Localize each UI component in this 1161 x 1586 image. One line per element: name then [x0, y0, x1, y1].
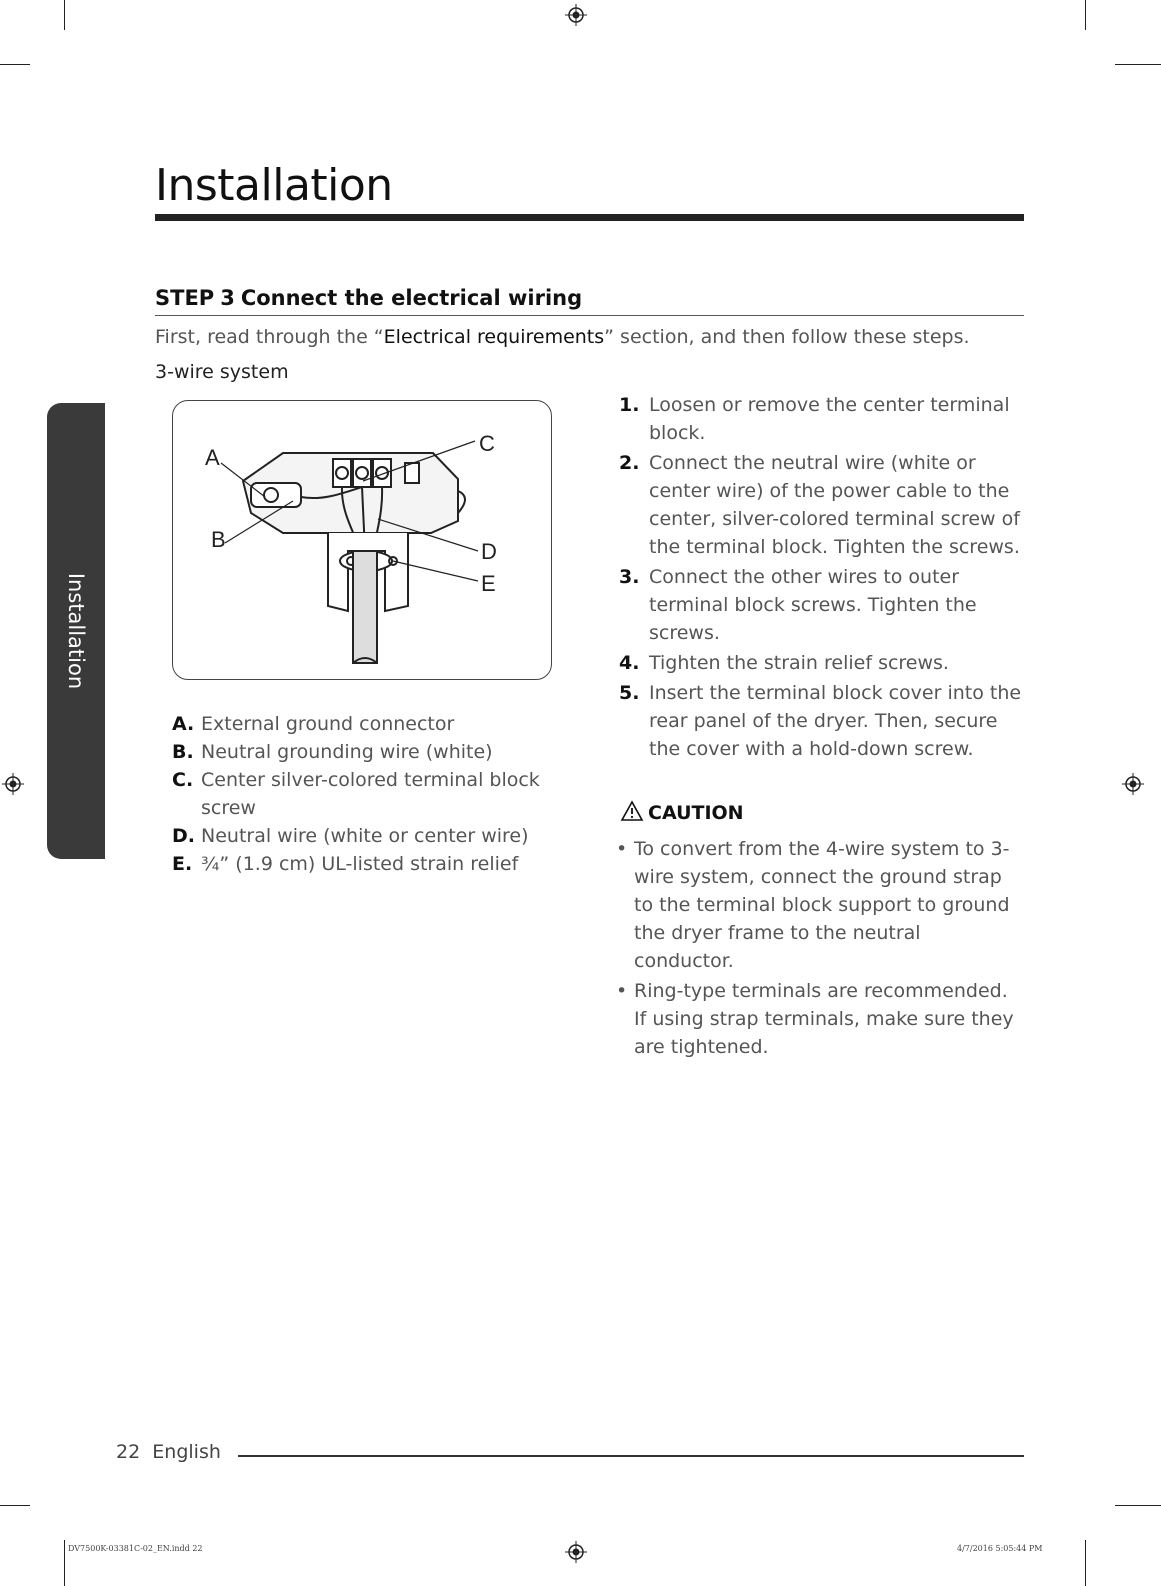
intro-text [155, 326, 970, 348]
legend-item [172, 850, 552, 878]
step-item [619, 679, 1029, 763]
registration-mark-icon [1122, 773, 1144, 795]
caution-text: To convert from the 4-wire system to 3-wire system, connect the ground strap to the terminal block support to ground the dryer frame to the neutral conductor. [634, 838, 1010, 972]
legend-text: ¾” (1.9 cm) UL-listed strain relief [201, 853, 519, 875]
crop-mark [0, 64, 30, 65]
diagram-label-a: A [205, 445, 220, 470]
print-slug-timestamp: 4/7/2016 5:05:44 PM [957, 1544, 1043, 1553]
legend-text: Neutral wire (white or center wire) [201, 825, 529, 847]
caution-title: CAUTION [648, 802, 744, 824]
caution-heading [620, 800, 744, 824]
wiring-diagram [172, 400, 552, 680]
step-item [619, 449, 1029, 561]
instruction-steps [619, 391, 1029, 765]
crop-mark [1115, 64, 1161, 65]
legend-text: External ground connector [201, 713, 455, 735]
crop-mark [1085, 0, 1086, 30]
legend-key: E. [172, 853, 193, 875]
registration-mark-icon [2, 773, 24, 795]
terminal-block-illustration [173, 401, 551, 679]
caution-item [616, 977, 1026, 1061]
diagram-label-c: C [479, 431, 495, 456]
step-text: Loosen or remove the center terminal block. [649, 394, 1010, 444]
legend-item [172, 766, 552, 822]
title-divider [155, 214, 1024, 221]
step-number-label: 1. [619, 394, 640, 416]
crop-mark [0, 1505, 30, 1506]
page-title: Installation [155, 160, 393, 211]
electrical-requirements-link[interactable]: Electrical requirements [383, 326, 605, 348]
legend-key: C. [172, 769, 194, 791]
step-text: Connect the other wires to outer terminal block screws. Tighten the screws. [649, 566, 977, 644]
step-label: STEP [155, 286, 215, 310]
step-number: 3 [220, 286, 235, 310]
step-heading [155, 286, 582, 310]
step-number-label: 4. [619, 652, 640, 674]
step-number-label: 2. [619, 452, 640, 474]
step-number-label: 5. [619, 682, 640, 704]
footer-language: English [152, 1441, 221, 1463]
legend-text: Center silver-colored terminal block screw [201, 769, 540, 819]
legend-key: B. [172, 741, 194, 763]
legend-text: Neutral grounding wire (white) [201, 741, 493, 763]
crop-mark [1115, 1505, 1161, 1506]
intro-before: First, read through the “ [155, 326, 384, 348]
legend-item [172, 738, 552, 766]
caution-item [616, 835, 1026, 975]
step-number-label: 3. [619, 566, 640, 588]
crop-mark [64, 0, 65, 30]
step-item [619, 391, 1029, 447]
step-item [619, 563, 1029, 647]
registration-mark-icon [565, 1541, 587, 1563]
legend-item [172, 822, 552, 850]
legend-key: D. [172, 825, 195, 847]
print-slug-file: DV7500K-03381C-02_EN.indd 22 [68, 1544, 203, 1553]
legend-key: A. [172, 713, 195, 735]
diagram-label-d: D [481, 539, 497, 564]
bullet-icon: • [616, 980, 628, 1002]
subheading-3-wire: 3-wire system [155, 361, 289, 383]
diagram-legend [172, 710, 552, 878]
intro-after: ” section, and then follow these steps. [604, 326, 970, 348]
warning-triangle-icon [620, 800, 644, 822]
side-tab-label: Installation [64, 572, 88, 690]
step-title: Connect the electrical wiring [240, 286, 583, 310]
legend-item [172, 710, 552, 738]
page-footer [116, 1441, 221, 1463]
step-text: Insert the terminal block cover into the rear panel of the dryer. Then, secure the cover with a hold-down screw. [649, 682, 1022, 760]
diagram-label-b: B [211, 527, 226, 552]
step-divider [155, 315, 1024, 316]
step-text: Tighten the strain relief screws. [649, 652, 949, 674]
crop-mark [64, 1540, 65, 1586]
crop-mark [1085, 1540, 1086, 1586]
caution-list [616, 835, 1026, 1063]
footer-divider [238, 1455, 1024, 1457]
page-number: 22 [116, 1441, 141, 1463]
diagram-label-e: E [481, 571, 496, 596]
step-item [619, 649, 1029, 677]
registration-mark-icon [565, 4, 587, 26]
caution-text: Ring-type terminals are recommended. If using strap terminals, make sure they are tightened. [634, 980, 1014, 1058]
bullet-icon: • [616, 838, 628, 860]
step-text: Connect the neutral wire (white or center wire) of the power cable to the center, silver-colored terminal screw of the terminal block. Tighten the screws. [649, 452, 1020, 558]
side-tab-installation [47, 403, 105, 859]
